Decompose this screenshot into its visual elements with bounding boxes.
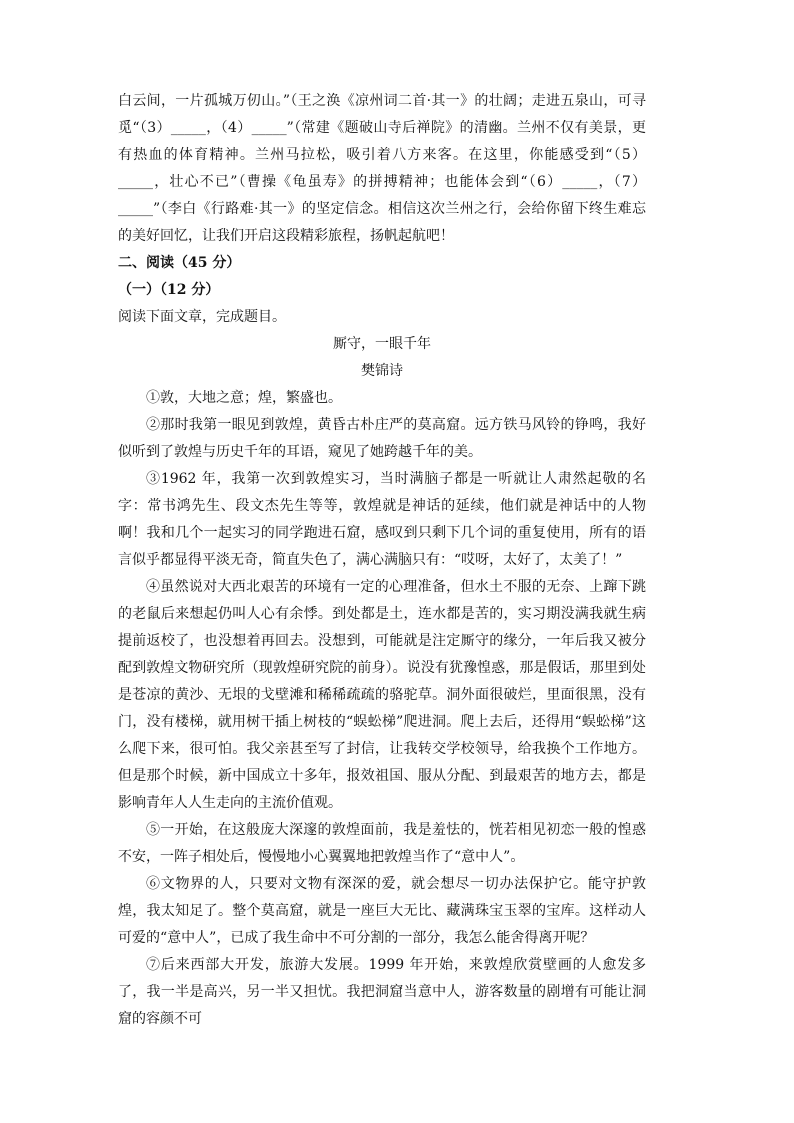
article-paragraph-4: ④虽然说对大西北艰苦的环境有一定的心理准备，但水土不服的无奈、上蹿下跳的老鼠后来想起仍叫人心有余悸。到处都是土，连水都是苦的，实习期没满我就生病提前返校了，也没想着再回去。没想到，可能就是注定厮守的缘分，一年后我又被分配到敦煌文物研究所（现敦煌研究院的前身）。说没有犹豫惶惑，那是假话，那里到处是苍凉的黄沙、无垠的戈壁滩和稀稀疏疏的骆驼草。洞外面很破烂，里面很黑，没有门，没有楼梯，就用树干插上树枝的“蜈蚣梯”爬进洞。爬上去后，还得用“蜈蚣梯”这么爬下来，很可怕。我父亲甚至写了封信，让我转交学校领导，给我换个工作地方。但是那个时候，新中国成立十多年，报效祖国、服从分配、到最艰苦的地方去，都是影响青年人人生走向的主流价值观。 (118, 579, 646, 811)
section-heading: 二、阅读（45 分） (118, 255, 241, 271)
article-paragraph-1: ①敦，大地之意；煌，繁盛也。 (146, 390, 342, 406)
instruction-text: 阅读下面文章，完成题目。 (118, 309, 286, 325)
article-paragraph-3: ③1962 年，我第一次到敦煌实习，当时满脑子都是一听就让人肃然起敬的名字：常书鸿先生、段文杰先生等等，敦煌就是神话的延续，他们就是神话中的人物啊！我和几个一起实习的同学跑进石窟，感叹到只剩下几个词的重复使用，所有的语言似乎都显得平淡无奇，简直失色了，满心满脑只有：“哎呀，太好了，太美了！” (118, 471, 646, 568)
article-paragraph-2: ②那时我第一眼见到敦煌，黄昏古朴庄严的莫高窟。远方铁马风铃的铮鸣，我好似听到了敦煌与历史千年的耳语，窥见了她跨越千年的美。 (118, 417, 646, 460)
article-paragraph-6: ⑥文物界的人，只要对文物有深深的爱，就会想尽一切办法保护它。能守护敦煌，我太知足了。整个莫高窟，就是一座巨大无比、藏满珠宝玉翠的宝库。这样动人可爱的“意中人”，已成了我生命中不可分割的一部分，我怎么能舍得离开呢？ (118, 876, 646, 946)
document-page (118, 88, 646, 1033)
intro-paragraph: 白云间，一片孤城万仞山。”（王之涣《凉州词二首·其一》的壮阔；走进五泉山，可寻觅“（3）_____，（4）_____”（常建《题破山寺后禅院》的清幽。兰州不仅有美景，更有热血的体育精神。兰州马拉松，吸引着八方来客。在这里，你能感受到“（5）_____，壮心不已”（曹操《龟虽寿》的拼搏精神；也能体会到“（6）_____，（7）_____”（李白《行路难·其一》的坚定信念。相信这次兰州之行，会给你留下终生难忘的美好回忆，让我们开启这段精彩旅程，扬帆起航吧！ (118, 93, 646, 244)
article-author: 樊锦诗 (361, 363, 403, 379)
article-title: 厮守，一眼千年 (333, 336, 431, 352)
subsection-heading: （一）（12 分） (118, 282, 220, 298)
article-paragraph-7: ⑦后来西部大开发，旅游大发展。1999 年开始，来敦煌欣赏壁画的人愈发多了，我一半是高兴，另一半又担忧。我把洞窟当意中人，游客数量的剧增有可能让洞窟的容颜不可 (118, 957, 646, 1027)
article-paragraph-5: ⑤一开始，在这般庞大深邃的敦煌面前，我是羞怯的，恍若相见初恋一般的惶惑不安，一阵子相处后，慢慢地小心翼翼地把敦煌当作了“意中人”。 (118, 822, 646, 865)
